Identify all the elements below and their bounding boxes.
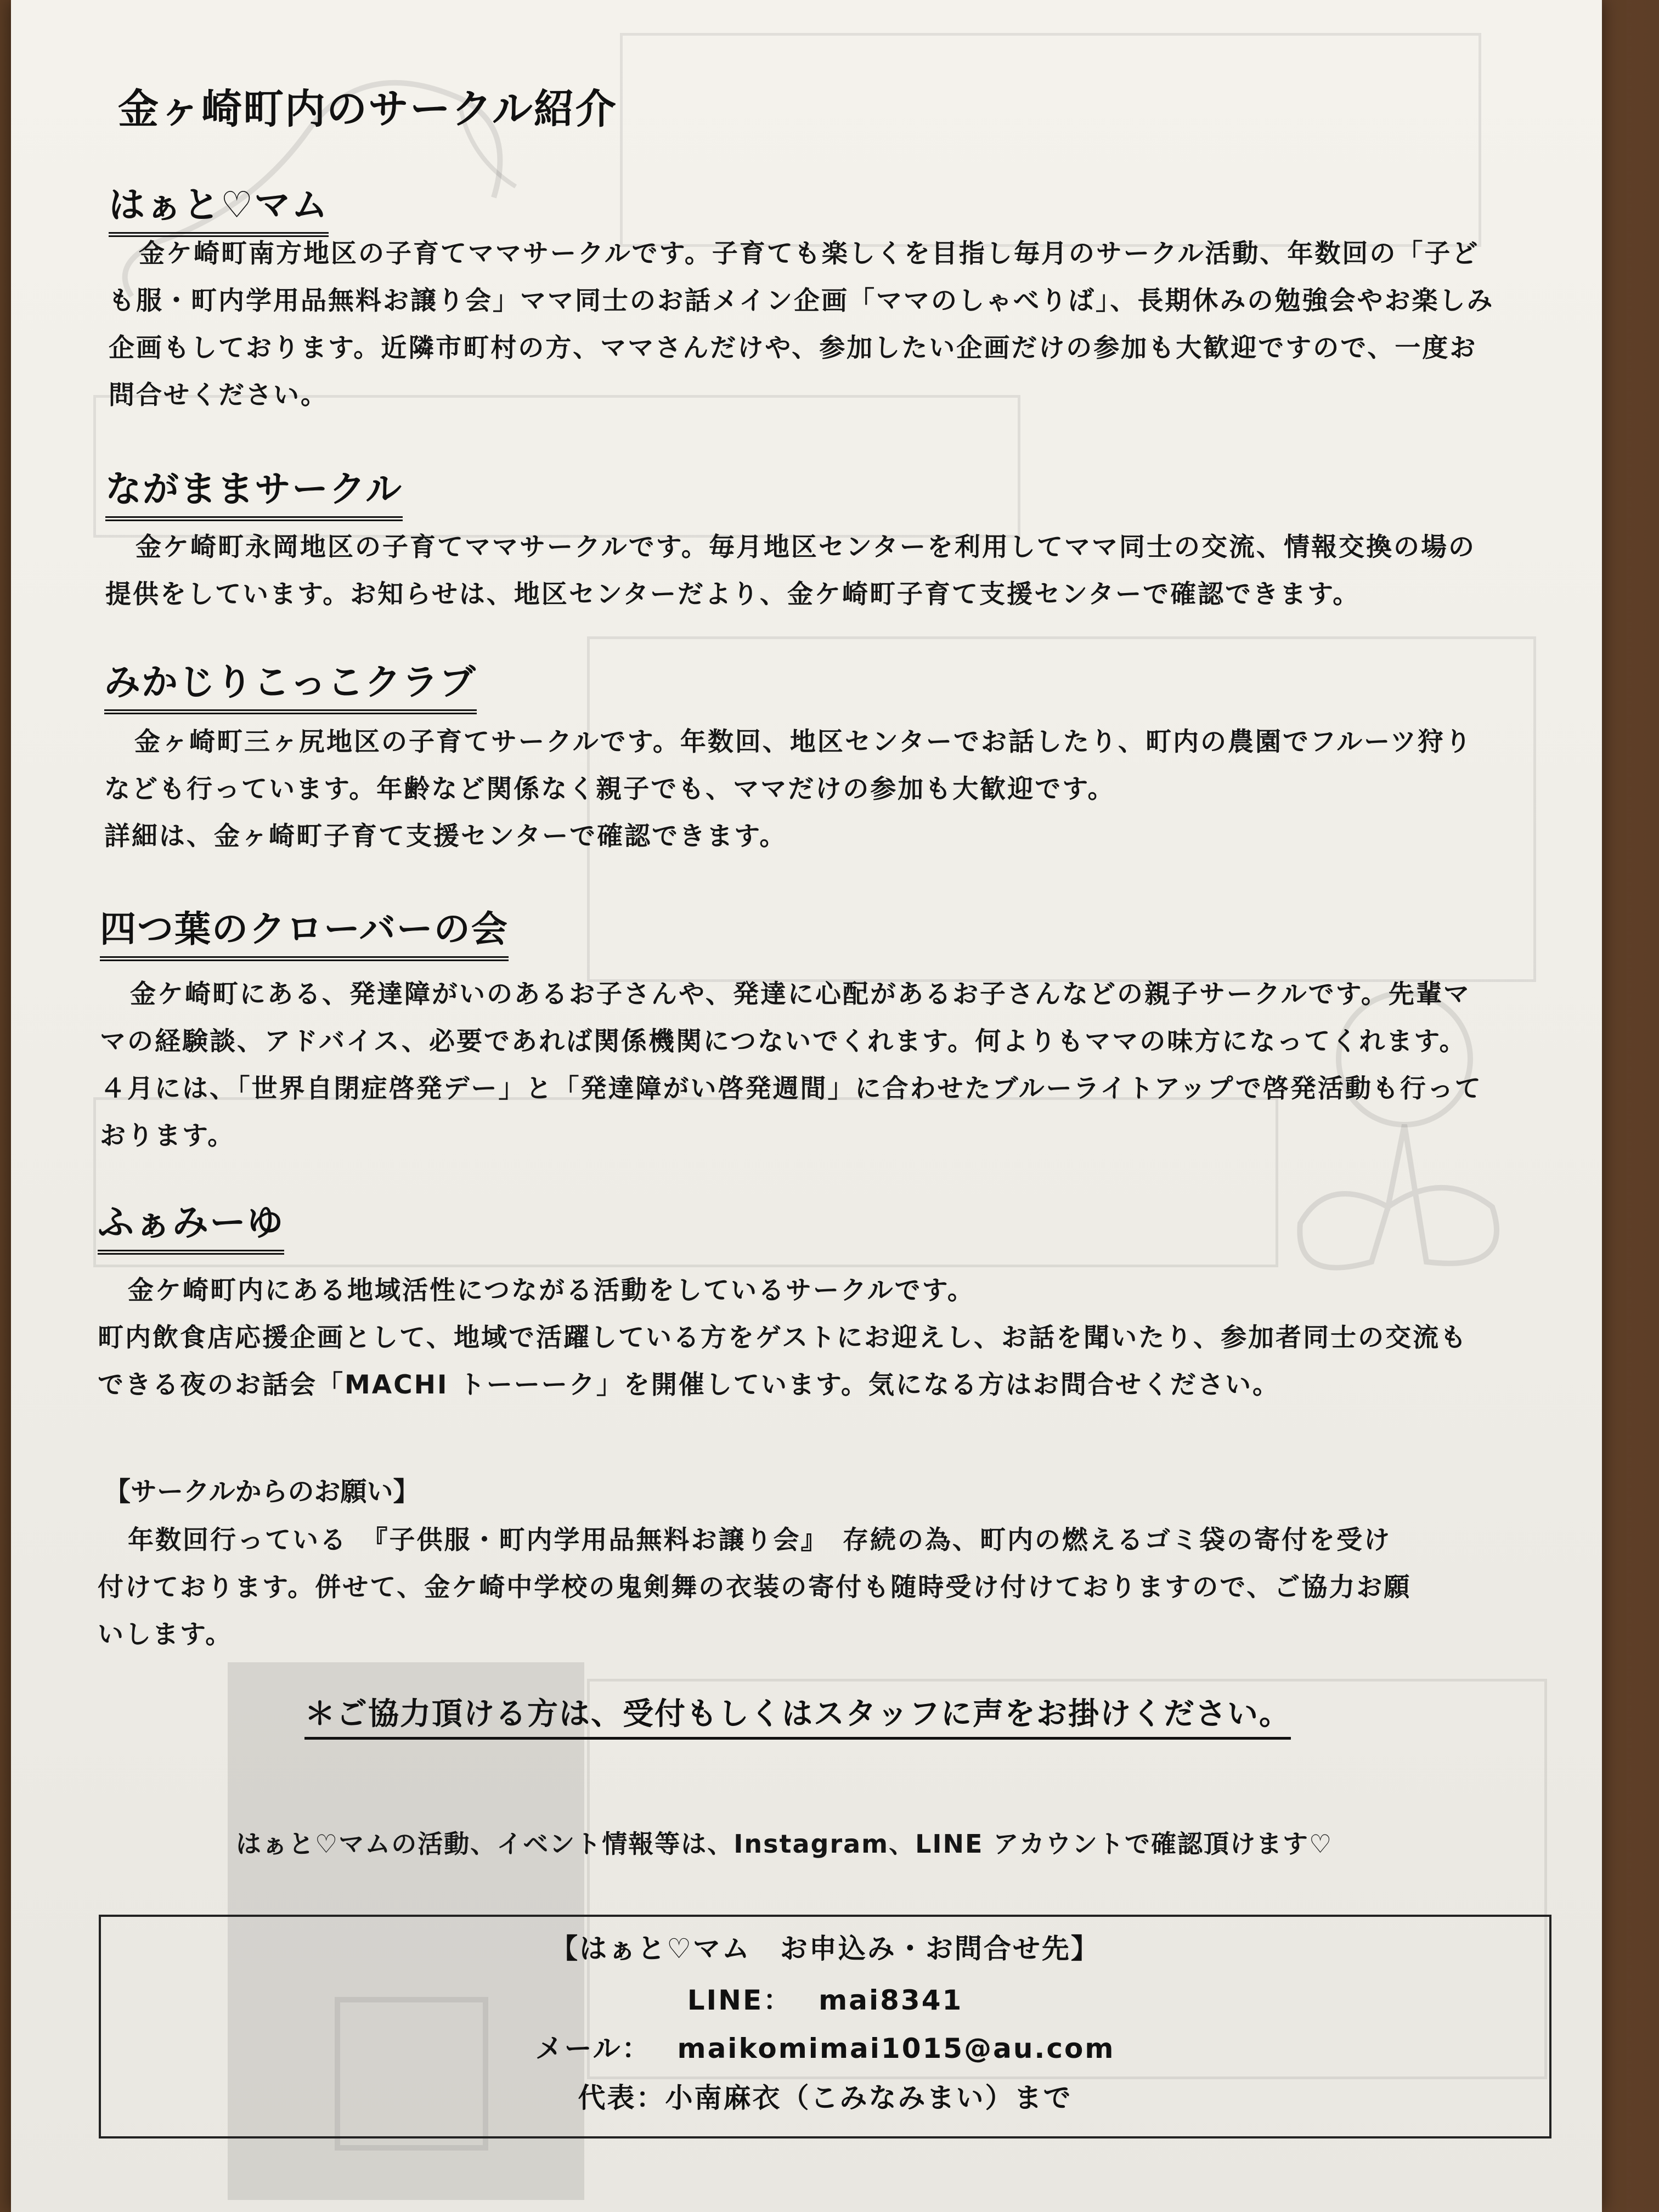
body-line: いします。 [98, 1620, 233, 1650]
sns-note: はぁと♡マムの活動、イベント情報等は、Instagram、LINE アカウントで確認頂けます♡ [236, 1829, 1333, 1859]
section-body-mikajiri [104, 719, 1542, 860]
section-heading-heart-mom: はぁと♡マム [109, 176, 329, 237]
contact-box [99, 1915, 1551, 2138]
body-line: 付けております。併せて、金ケ崎中学校の鬼剣舞の衣装の寄付も随時受け付けておりますので、ご協力お願 [98, 1572, 1412, 1602]
section-heading-clover: 四つ葉のクローバーの会 [100, 900, 509, 961]
body-line: 提供をしています。お知らせは、地区センターだより、金ケ崎町子育て支援センターで確認できます。 [105, 579, 1361, 610]
section-heading-famiyu: ふぁみーゆ [98, 1193, 284, 1255]
body-line: 企画もしております。近隣市町村の方、ママさんだけや、参加したい企画だけの参加も大歓迎ですので、一度お [109, 333, 1477, 363]
line-id: mai8341 [819, 1984, 963, 2016]
body-line: 詳細は、金ヶ崎町子育て支援センターで確認できます。 [104, 821, 787, 851]
cooperation-notice: ＊ご協力頂ける方は、受付もしくはスタッフに声をお掛けください。 [304, 1690, 1291, 1740]
request-heading: 【サークルからのお願い】 [104, 1476, 420, 1507]
contact-mail-row [101, 2027, 1549, 2066]
mail-address: maikomimai1015@au.com [677, 2033, 1115, 2064]
request-body [98, 1517, 1546, 1658]
bleed-through-box-top [620, 33, 1481, 247]
mail-label: メール： [535, 2033, 651, 2064]
body-line: 金ケ崎町にある、発達障がいのあるお子さんや、発達に心配があるお子さんなどの親子サークルです。先輩マ [130, 979, 1471, 1009]
section-heading-mikajiri: みかじりこっこクラブ [104, 653, 477, 714]
body-line: 問合せください。 [109, 380, 328, 410]
section-heading-nagamama: ながままサークル [105, 460, 403, 521]
body-line: おります。 [100, 1121, 235, 1151]
body-line: も服・町内学用品無料お譲り会」ママ同士のお話メイン企画「ママのしゃべりば」、長期休みの勉強会やお楽しみ [109, 286, 1494, 316]
body-line: 金ヶ崎町三ヶ尻地区の子育てサークルです。年数回、地区センターでお話したり、町内の農園でフルーツ狩り [134, 727, 1473, 757]
body-line: 金ケ崎町内にある地域活性につながる活動をしているサークルです。 [128, 1276, 975, 1306]
line-label: LINE： [687, 1984, 793, 2016]
body-line: できる夜のお話会「MACHI トーーーク」を開催しています。気になる方はお問合せください。 [98, 1370, 1280, 1400]
body-line: 金ケ崎町南方地区の子育てママサークルです。子育ても楽しくを目指し毎月のサークル活動、年数回の「子ど [139, 239, 1480, 269]
section-body-nagamama [105, 524, 1543, 618]
body-line: 金ケ崎町永岡地区の子育てママサークルです。毎月地区センターを利用してママ同士の交流、情報交換の場の [136, 532, 1476, 562]
flyer-page [11, 0, 1602, 2212]
body-line: ４月には、「世界自閉症啓発デー」と「発達障がい啓発週間」に合わせたブルーライトアップで啓発活動も行って [100, 1074, 1482, 1104]
contact-representative: 代表：小南麻衣（こみなみまい）まで [578, 2082, 1073, 2114]
contact-line-row [101, 1978, 1549, 2018]
body-line: 年数回行っている 『子供服・町内学用品無料お譲り会』 存続の為、町内の燃えるゴミ袋の寄付を受け [128, 1525, 1391, 1555]
body-line: マの経験談、アドバイス、必要であれば関係機関につないでくれます。何よりもママの味方になってくれます。 [100, 1026, 1467, 1057]
section-body-clover [100, 971, 1548, 1160]
page-title: 金ヶ崎町内のサークル紹介 [118, 86, 617, 133]
section-body-famiyu [98, 1267, 1546, 1409]
contact-heading: 【はぁと♡マム お申込み・お問合せ先】 [550, 1933, 1100, 1965]
body-line: 町内飲食店応援企画として、地域で活躍している方をゲストにお迎えし、お話を聞いたり、参加者同士の交流も [98, 1323, 1468, 1353]
body-line: なども行っています。年齢など関係なく親子でも、ママだけの参加も大歓迎です。 [104, 774, 1115, 804]
section-body-heart-mom [109, 230, 1546, 419]
